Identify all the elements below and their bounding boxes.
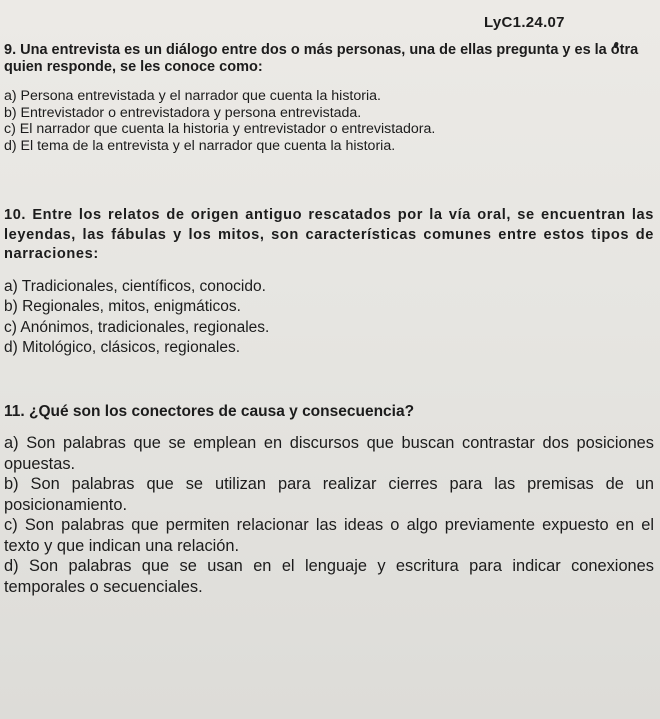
question-9-title: 9. Una entrevista es un diálogo entre dos o más personas, una de ellas pregunta y es la otra quien responde, se les conoce como:: [4, 42, 639, 75]
question-9-option-a: a) Persona entrevistada y el narrador que cuenta la historia.: [4, 88, 381, 104]
exam-code: LyC1.24.07: [484, 14, 565, 31]
question-10-title: 10. Entre los relatos de origen antiguo rescatados por la vía oral, se encuentran las leyendas, las fábulas y los mitos, son características comunes entre estos tipos de narraciones:: [4, 207, 654, 262]
question-11-option-c: c) Son palabras que permiten relacionar las ideas o algo previamente expuesto en el texto y que indican una relación.: [4, 516, 654, 555]
question-9-option-b: b) Entrevistador o entrevistadora y persona entrevistada.: [4, 104, 362, 121]
question-9-option-d: d) El tema de la entrevista y el narrador que cuenta la historia.: [4, 137, 396, 154]
question-11-title: 11. ¿Qué son los conectores de causa y consecuencia?: [4, 403, 415, 420]
question-10: [4, 206, 654, 359]
question-11: [4, 403, 654, 597]
question-11-option-a: a) Son palabras que se emplean en discursos que buscan contrastar dos posiciones opuestas.: [4, 434, 654, 473]
question-10-option-c: c) Anónimos, tradicionales, regionales.: [4, 318, 270, 336]
question-11-option-b: b) Son palabras que se utilizan para realizar cierres para las premisas de un posicionamiento.: [4, 475, 654, 514]
question-9: [4, 42, 654, 154]
question-10-option-b: b) Regionales, mitos, enigmáticos.: [4, 298, 241, 315]
question-11-option-d: d) Son palabras que se usan en el lenguaje y escritura para indicar conexiones temporales o secuenciales.: [4, 557, 654, 596]
question-10-option-d: d) Mitológico, clásicos, regionales.: [4, 339, 241, 356]
question-9-option-c: c) El narrador que cuenta la historia y entrevistador o entrevistadora.: [4, 121, 436, 137]
question-10-option-a: a) Tradicionales, científicos, conocido.: [4, 277, 266, 295]
